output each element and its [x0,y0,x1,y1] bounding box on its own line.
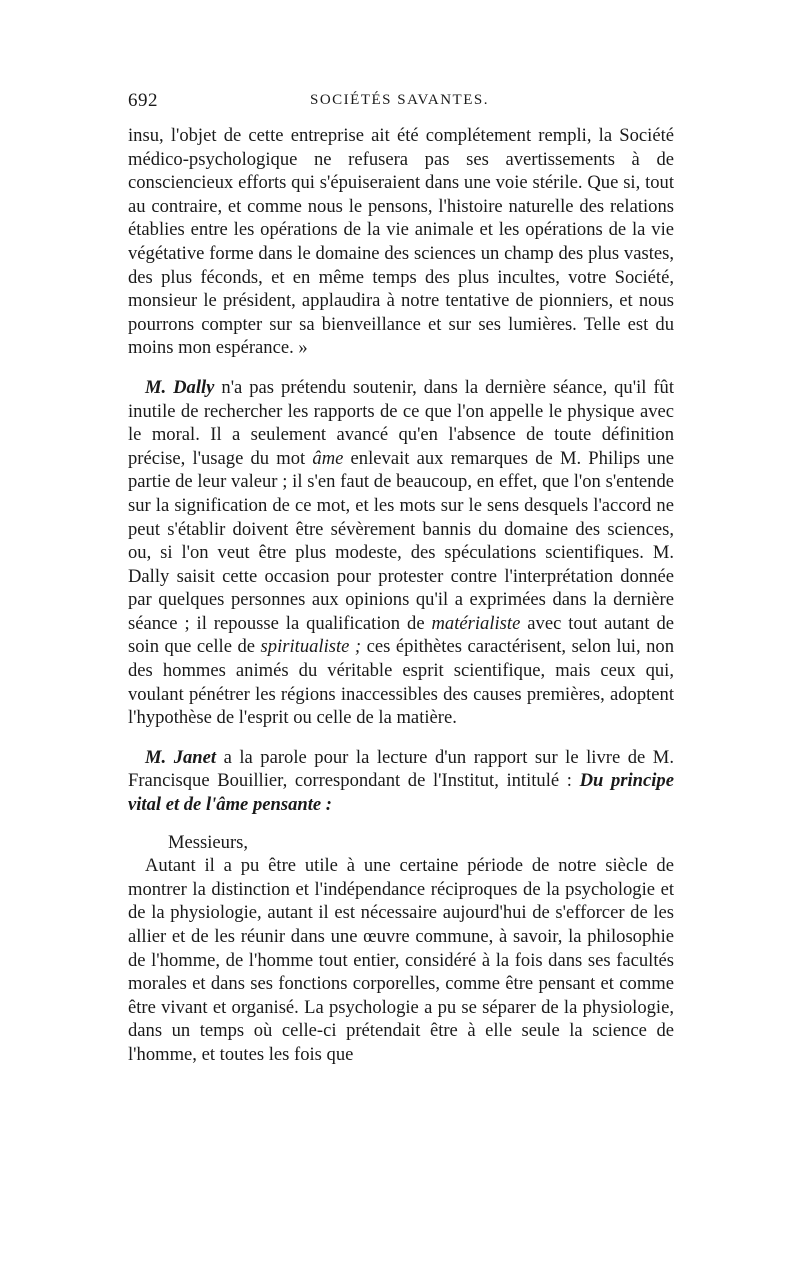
emphasis-word: spiritualiste ; [260,636,362,658]
emphasis-word: âme [312,447,344,469]
emphasis-word: matérialiste [431,612,521,634]
paragraph-continuation: insu, l'objet de cette entreprise ait été complétement rempli, la Société médico-psychologique ne refusera pas ses avertissements à de consciencieux efforts qui s'épuiseraient dans une voie stérile. Que si, tout au contraire, et comme nous le pensons, l'histoire naturelle des relations établies entre les opérations de la vie animale et les opérations de la vie végétative forme dans le domaine des sciences un champ des plus vastes, des plus féconds, et en même temps des plus incultes, votre Société, monsieur le président, applaudira à notre tentative de pionniers, et nous pourrons compter sur sa bienveillance et sur ses lumières. Telle est du moins mon espérance. » [128,125,674,359]
paragraph-text: n'a pas prétendu soutenir, dans la dernière séance, qu'il fût inutile de rechercher les rapports de ce que l'on appelle le physique avec le moral. Il a seulement avancé qu'en l'absence de toute définition précise, l'usage du mot [128,376,675,469]
book-page [128,90,674,1067]
paragraph-report: Autant il a pu être utile à une certaine période de notre siècle de montrer la distinction et l'indépendance réciproques de la psychologie et de la physiologie, autant il est nécessaire aujourd'hui de s'efforcer de les allier et de les réunir dans une œuvre commune, à savoir, la philosophie de l'homme, de l'homme tout entier, considéré à la fois dans ses facultés morales et dans ses fonctions corporelles, comme être pensant et comme être vivant et organisé. La psychologie a pu se séparer de la physiologie, dans un temps où celle-ci prétendait être à elle seule la science de l'homme, et toutes les fois que [128,855,674,1065]
speaker-name: M. Janet [145,746,217,768]
book-title: Du principe vital et de l'âme pensante : [128,770,674,816]
body-text [128,124,674,1067]
page-number: 692 [128,90,158,111]
paragraph-text: ces épithètes caractérisent, selon lui, non des hommes animés du véritable esprit scientifique, mais ceux qui, voulant pénétrer les régions inaccessibles des causes premières, adoptent l'hypothèse de l'esprit ou celle de la matière. [128,636,675,729]
running-title: SOCIÉTÉS SAVANTES. [310,92,489,108]
paragraph-text: enlevait aux remarques de M. Philips une partie de leur valeur ; il s'en faut de beaucoup, en effet, que l'on s'entende sur la signification de ce mot, et les mots sur le sens desquels l'accord ne peut s'établir doivent être sévèrement bannis du domaine des sciences, ou, si l'on veut être plus modeste, des spéculations scientifiques. M. Dally saisit cette occasion pour protester contre l'interprétation donnée par quelques personnes aux opinions qu'il a exprimées dans la dernière séance ; il repousse la qualification de [128,447,674,634]
paragraph-text: a la parole pour la lecture d'un rapport sur le livre de M. Francisque Bouillier, correspondant de l'Institut, intitulé : [128,746,674,792]
salutation: Messieurs, [168,831,249,853]
paragraph-janet [128,746,674,817]
running-head [128,90,674,124]
paragraph-dally [128,376,674,730]
paragraph-text: avec tout autant de soin que celle de [128,612,674,658]
speaker-name: M. Dally [145,376,215,398]
